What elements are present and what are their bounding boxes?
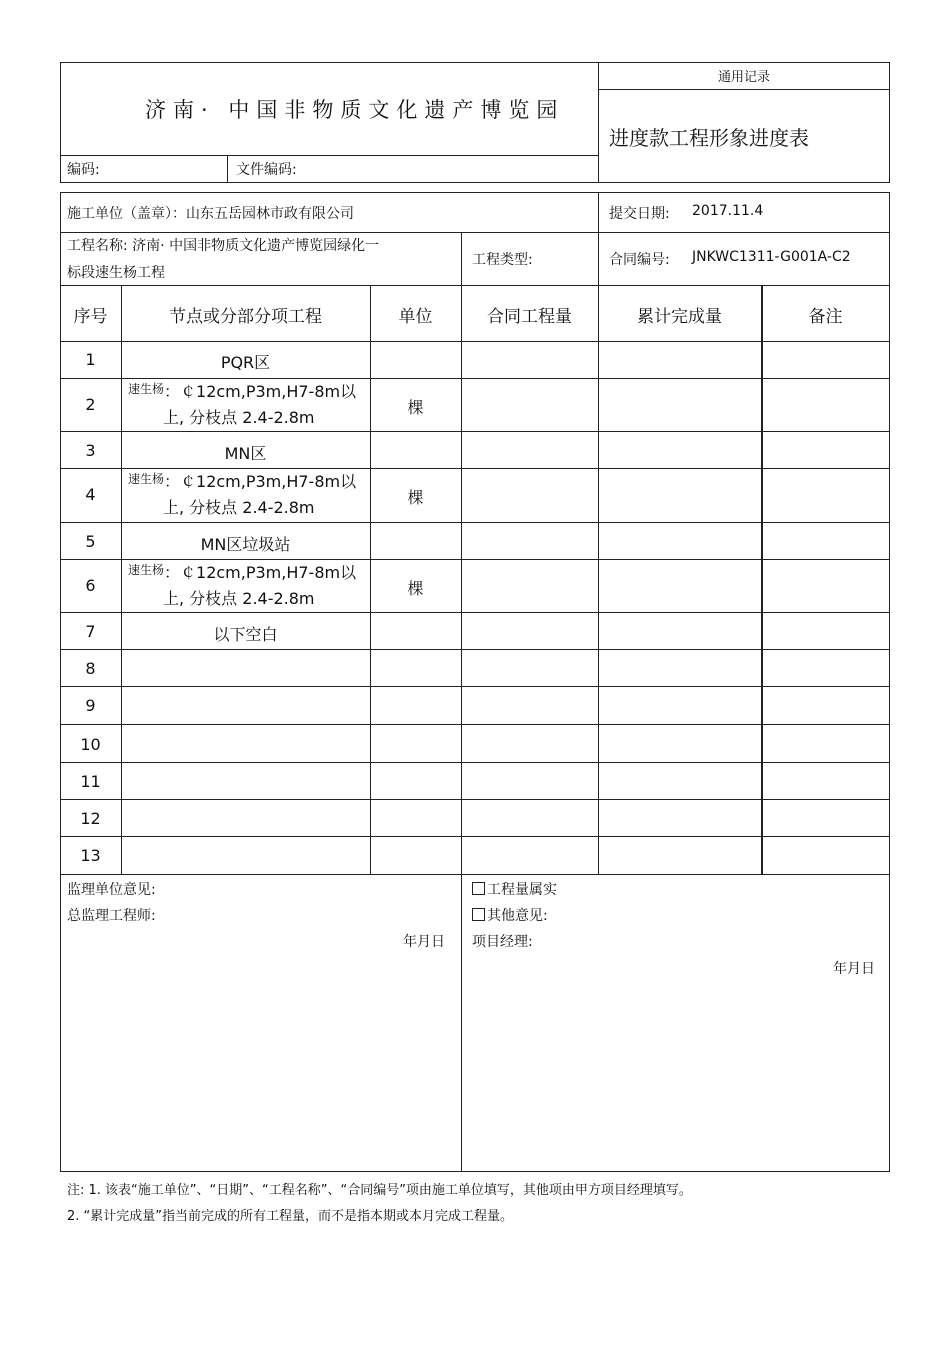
form-title: 进度款工程形象进度表 (609, 126, 809, 150)
row-no: 7 (85, 622, 96, 641)
project-name-value-1: 济南· 中国非物质文化遗产博览园绿化一 (132, 238, 380, 254)
row-item (128, 560, 370, 612)
record-type-label: 通用记录 (717, 70, 770, 85)
row-item: MN区垃圾站 (200, 535, 291, 554)
row-item: MN区 (224, 444, 267, 463)
info-divider-1 (598, 192, 599, 285)
header-row-line (60, 155, 598, 156)
project-name-line2: 标段速生杨工程 (67, 265, 165, 281)
row-no: 5 (85, 532, 96, 551)
row-item-small: 速生杨 (128, 382, 165, 396)
project-type-label: 工程类型: (472, 252, 533, 268)
note-2: 2. “累计完成量”指当前完成的所有工程量，而不是指本期或本月完成工程量。 (67, 1209, 514, 1224)
table-line (60, 874, 890, 875)
table-col-line (598, 285, 599, 874)
row-no: 8 (85, 659, 96, 678)
info-block (60, 192, 890, 1172)
row-item-line1 (128, 379, 370, 405)
submit-date-value: 2017.11.4 (692, 203, 764, 219)
table-line (60, 836, 890, 837)
table-col-line (121, 285, 122, 874)
date-right: 年月日 (833, 961, 875, 977)
checkbox-true-label: 工程量属实 (487, 882, 557, 898)
supervisor-opinion-label: 监理单位意见: (67, 882, 156, 898)
info-divider-2 (461, 232, 462, 285)
table-line (60, 649, 890, 650)
col-header-contract-qty: 合同工程量 (487, 307, 572, 327)
row-no: 1 (85, 350, 96, 369)
col-header-item: 节点或分部分项工程 (169, 307, 322, 327)
date-left: 年月日 (403, 934, 445, 950)
row-item (128, 469, 370, 521)
contractor-label (67, 203, 354, 223)
submit-date-label: 提交日期: (609, 206, 670, 222)
table-line (60, 431, 890, 432)
row-item: 以下空白 (213, 625, 278, 644)
col-header-cumulative: 累计完成量 (637, 307, 722, 327)
contract-no-value: JNKWC1311-G001A-C2 (692, 249, 851, 265)
contract-no-label: 合同编号: (609, 252, 670, 268)
page-title: 济南· 中国非物质文化遗产博览园 (145, 98, 565, 122)
record-type-line (598, 89, 890, 90)
col-header-no: 序号 (73, 307, 108, 327)
row-item (128, 379, 370, 431)
row-no: 3 (85, 441, 96, 460)
file-code-label: 文件编码: (236, 162, 297, 178)
row-item-line2: 上, 分枝点 2.4-2.8m (163, 589, 315, 608)
row-no: 12 (80, 809, 101, 828)
row-no: 10 (80, 735, 101, 754)
contractor-label-text: 施工单位（盖章）： (67, 206, 186, 222)
table-line (60, 341, 890, 342)
checkbox-other-label: 其他意见: (487, 908, 548, 924)
table-col-line (461, 285, 462, 1172)
col-header-unit: 单位 (398, 307, 433, 327)
col-header-remarks: 备注 (808, 307, 843, 327)
row-no: 11 (80, 772, 101, 791)
code-divider (227, 155, 228, 183)
row-item-text: ：￠12cm,P3m,H7-8m以 (164, 472, 357, 491)
note-1: 注: 1. 该表“施工单位”、“日期”、“工程名称”、“合同编号”项由施工单位填写，其他项由甲方项目经理填写。 (67, 1183, 692, 1198)
row-unit: 棵 (407, 488, 424, 507)
row-no: 13 (80, 846, 101, 865)
row-item-small: 速生杨 (128, 563, 165, 577)
row-unit: 棵 (407, 579, 424, 598)
chief-engineer-label: 总监理工程师: (67, 908, 156, 924)
project-name-line1 (67, 235, 379, 255)
code-label: 编码: (67, 162, 100, 178)
table-line (60, 799, 890, 800)
table-line (60, 762, 890, 763)
project-manager-label: 项目经理: (472, 934, 533, 950)
row-no: 4 (85, 485, 96, 504)
row-item: PQR区 (220, 353, 271, 372)
table-line (60, 612, 890, 613)
row-no: 6 (85, 576, 96, 595)
contractor-value: 山东五岳园林市政有限公司 (186, 206, 354, 222)
checkbox-row-other[interactable] (472, 905, 548, 925)
row-no: 9 (85, 696, 96, 715)
checkbox-true[interactable] (472, 882, 485, 895)
row-no: 2 (85, 395, 96, 414)
row-item-line2: 上, 分枝点 2.4-2.8m (163, 498, 315, 517)
table-line (60, 724, 890, 725)
row-item-line2: 上, 分枝点 2.4-2.8m (163, 408, 315, 427)
info-row-line-2 (60, 285, 890, 286)
row-item-line1 (128, 560, 370, 586)
table-col-line (761, 285, 763, 874)
project-name-label: 工程名称: (67, 238, 128, 254)
row-item-line1 (128, 469, 370, 495)
row-item-small: 速生杨 (128, 472, 165, 486)
row-item-text: ：￠12cm,P3m,H7-8m以 (164, 563, 357, 582)
row-unit: 棵 (407, 398, 424, 417)
table-line (60, 522, 890, 523)
row-item-text: ：￠12cm,P3m,H7-8m以 (164, 382, 357, 401)
checkbox-other[interactable] (472, 908, 485, 921)
table-line (60, 686, 890, 687)
checkbox-row-true[interactable] (472, 879, 557, 899)
info-row-line-1 (60, 232, 890, 233)
